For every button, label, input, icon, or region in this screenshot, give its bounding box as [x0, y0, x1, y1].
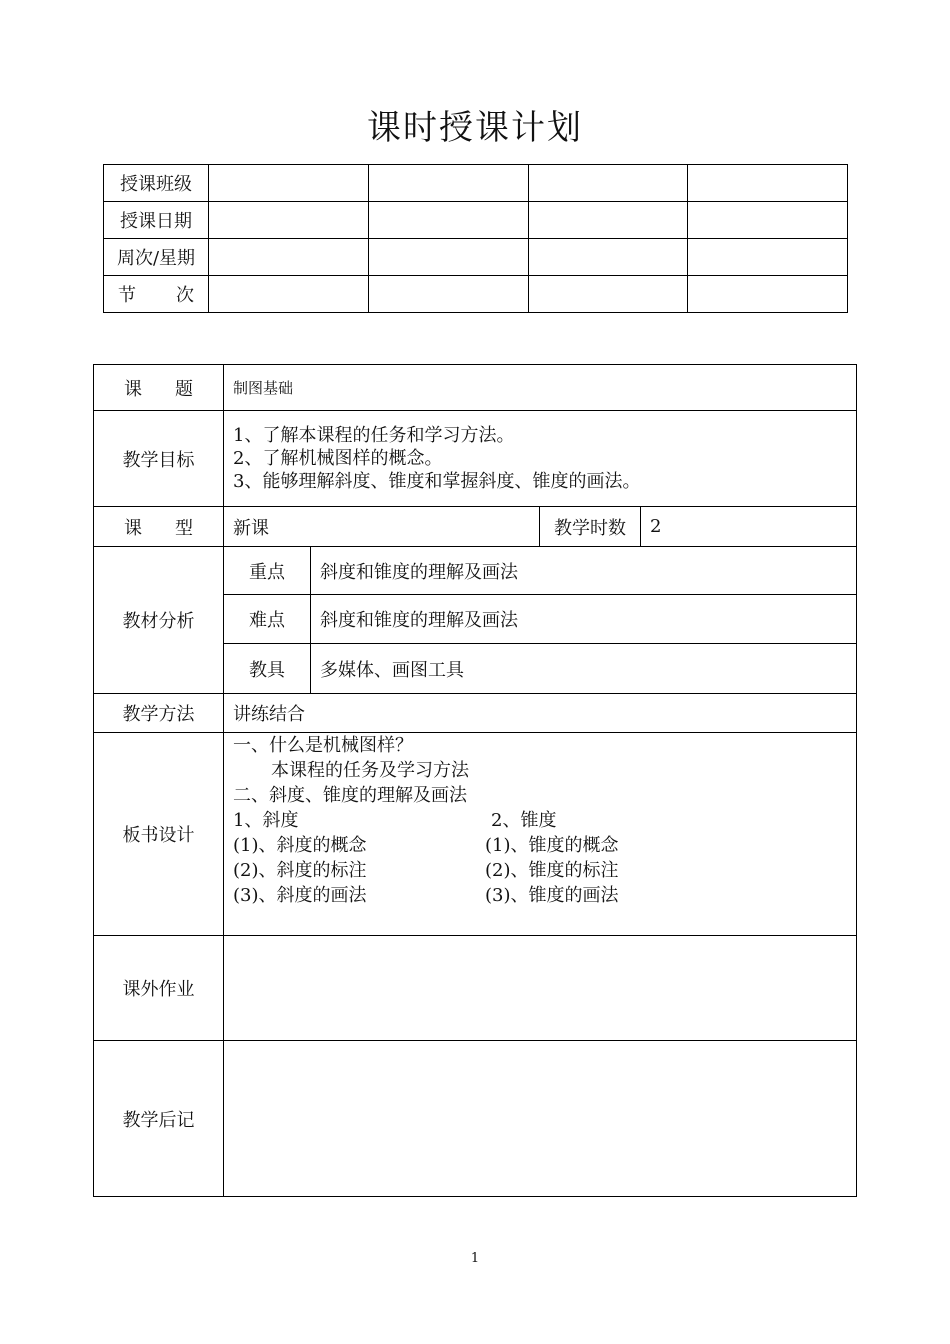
- topic-label-left: 课: [124, 378, 142, 400]
- page-title: 课时授课计划: [367, 108, 583, 148]
- period-cell-3[interactable]: [528, 276, 688, 313]
- week-cell-1[interactable]: [209, 239, 369, 276]
- date-cell-4[interactable]: [688, 202, 848, 239]
- table-row: [104, 202, 848, 239]
- board-right-item: 2、锥度: [491, 810, 557, 831]
- period-cell-4[interactable]: [688, 276, 848, 313]
- class-label: 授课班级: [104, 165, 209, 202]
- board-line-3: 二、斜度、锥度的理解及画法: [233, 785, 467, 806]
- objective-item-1: 1、了解本课程的任务和学习方法。: [233, 425, 515, 446]
- board-right-item: (3)、锥度的画法: [485, 885, 619, 906]
- date-cell-1[interactable]: [209, 202, 369, 239]
- key-points-label: 重点: [224, 547, 311, 595]
- hours-label: 教学时数: [540, 507, 641, 547]
- date-label: 授课日期: [104, 202, 209, 239]
- teaching-aids-value[interactable]: 多媒体、画图工具: [311, 644, 857, 694]
- table-row: [104, 239, 848, 276]
- board-right-item: (2)、锥度的标注: [485, 860, 619, 881]
- week-cell-2[interactable]: [368, 239, 528, 276]
- objective-item-3: 3、能够理解斜度、锥度和掌握斜度、锥度的画法。: [233, 471, 641, 492]
- table-row: [94, 1041, 857, 1197]
- board-left-item: (2)、斜度的标注: [233, 860, 367, 881]
- table-row: [94, 507, 857, 547]
- board-design-label: 板书设计: [94, 733, 224, 936]
- class-cell-1[interactable]: [209, 165, 369, 202]
- type-value[interactable]: 新课: [224, 507, 540, 547]
- date-cell-3[interactable]: [528, 202, 688, 239]
- difficulties-label: 难点: [224, 595, 311, 644]
- week-label: 周次/星期: [104, 239, 209, 276]
- class-cell-4[interactable]: [688, 165, 848, 202]
- lesson-plan-table: [93, 364, 857, 1197]
- objectives-label: 教学目标: [94, 411, 224, 507]
- method-label: 教学方法: [94, 694, 224, 733]
- topic-label-right: 题: [175, 378, 193, 400]
- topic-label: [94, 365, 224, 411]
- notes-value[interactable]: [224, 1041, 857, 1197]
- board-left-item: (3)、斜度的画法: [233, 885, 367, 906]
- teaching-aids-label: 教具: [224, 644, 311, 694]
- period-label-left: 节: [118, 285, 136, 306]
- type-label: [94, 507, 224, 547]
- key-points-value[interactable]: 斜度和锥度的理解及画法: [311, 547, 857, 595]
- type-label-left: 课: [124, 517, 142, 539]
- objective-item-2: 2、了解机械图样的概念。: [233, 448, 443, 469]
- board-left-item: 1、斜度: [233, 810, 299, 831]
- schedule-table: [103, 164, 848, 313]
- board-left-item: (1)、斜度的概念: [233, 835, 367, 856]
- period-label-right: 次: [176, 285, 194, 306]
- period-cell-2[interactable]: [368, 276, 528, 313]
- table-row: [104, 165, 848, 202]
- table-row: [94, 694, 857, 733]
- board-right-column: [485, 808, 619, 908]
- board-left-column: [233, 808, 485, 908]
- period-cell-1[interactable]: [209, 276, 369, 313]
- topic-value[interactable]: 制图基础: [224, 365, 857, 411]
- class-cell-3[interactable]: [528, 165, 688, 202]
- date-cell-2[interactable]: [368, 202, 528, 239]
- homework-value[interactable]: [224, 936, 857, 1041]
- class-cell-2[interactable]: [368, 165, 528, 202]
- board-line-1: 一、什么是机械图样？: [233, 735, 413, 756]
- difficulties-value[interactable]: 斜度和锥度的理解及画法: [311, 595, 857, 644]
- method-value[interactable]: 讲练结合: [224, 694, 857, 733]
- notes-label: 教学后记: [94, 1041, 224, 1197]
- table-row: [104, 276, 848, 313]
- board-line-2: 本课程的任务及学习方法: [271, 760, 469, 781]
- table-row: [94, 733, 857, 936]
- type-label-right: 型: [175, 517, 193, 539]
- table-row: [94, 411, 857, 507]
- table-row: [94, 936, 857, 1041]
- analysis-label: 教材分析: [94, 547, 224, 694]
- table-row: [94, 547, 857, 595]
- board-right-item: (1)、锥度的概念: [485, 835, 619, 856]
- page-number: 1: [470, 1251, 480, 1266]
- board-design-cell[interactable]: [224, 733, 857, 936]
- week-cell-3[interactable]: [528, 239, 688, 276]
- homework-label: 课外作业: [94, 936, 224, 1041]
- table-row: [94, 365, 857, 411]
- board-columns: [233, 808, 847, 908]
- period-label: [104, 276, 209, 313]
- objectives-cell[interactable]: [224, 411, 857, 507]
- hours-value[interactable]: 2: [641, 507, 857, 547]
- week-cell-4[interactable]: [688, 239, 848, 276]
